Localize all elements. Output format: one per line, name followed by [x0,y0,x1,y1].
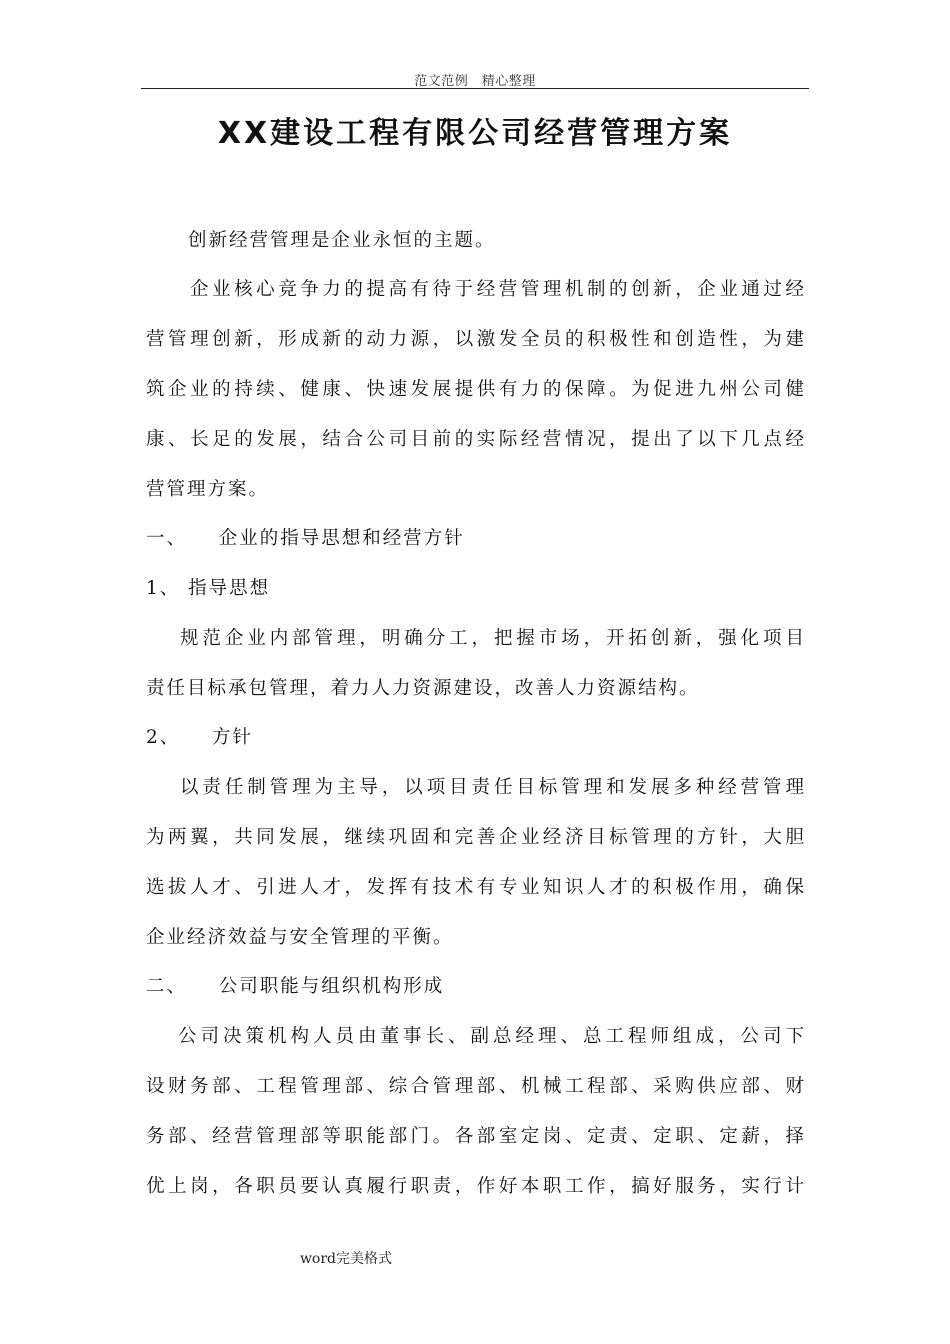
paragraph-line: 筑企业的持续、健康、快速发展提供有力的保障。为促进九州公司健 [146,379,806,400]
paragraph-line: 企业经济效益与安全管理的平衡。 [146,927,454,948]
paragraph-line: 为两翼，共同发展，继续巩固和完善企业经济目标管理的方针，大胆 [146,827,806,848]
paragraph-line: 公司决策机构人员由董事长、副总经理、总工程师组成，公司下 [178,1026,806,1047]
paragraph-line: 务部、经营管理部等职能部门。各部室定岗、定责、定职、定薪，择 [146,1126,806,1147]
header-divider [141,88,809,89]
page-footer: word完美格式 [299,1251,393,1267]
subsection-heading: 2、 方针 [146,727,254,748]
section-heading: 一、 企业的指导思想和经营方针 [146,528,465,549]
document-title: XX建设工程有限公司经营管理方案 [217,116,733,151]
paragraph-line: 设财务部、工程管理部、综合管理部、机械工程部、采购供应部、财 [146,1076,806,1097]
page-header: 范文范例 精心整理 [414,74,536,89]
paragraph-line: 以责任制管理为主导，以项目责任目标管理和发展多种经营管理 [180,777,806,798]
paragraph-line: 康、长足的发展，结合公司目前的实际经营情况，提出了以下几点经 [146,429,806,450]
paragraph-line: 选拔人才、引进人才，发挥有技术有专业知识人才的积极作用，确保 [146,877,806,898]
paragraph-line: 规范企业内部管理，明确分工，把握市场，开拓创新，强化项目 [180,628,806,649]
section-heading: 二、 公司职能与组织机构形成 [146,976,445,997]
paragraph-line: 创新经营管理是企业永恒的主题。 [188,230,496,251]
paragraph-line: 营管理方案。 [146,479,270,500]
paragraph-line: 营管理创新，形成新的动力源，以激发全员的积极性和创造性，为建 [146,329,806,350]
paragraph-line: 优上岗，各职员要认真履行职责，作好本职工作，搞好服务，实行计 [146,1176,806,1197]
paragraph-line: 责任目标承包管理，着力人力资源建设，改善人力资源结构。 [146,678,700,699]
subsection-heading: 1、 指导思想 [146,578,271,599]
paragraph-line: 企业核心竞争力的提高有待于经营管理机制的创新，企业通过经 [190,279,806,300]
